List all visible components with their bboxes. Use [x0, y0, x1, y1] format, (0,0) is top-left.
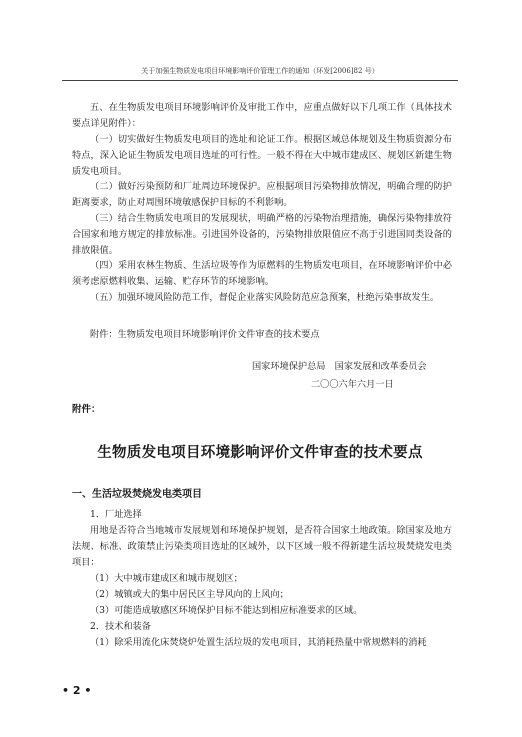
running-header: 关于加强生物质发电项目环境影响评价管理工作的通知（环发[2006]82 号） — [141, 67, 379, 75]
item-1-heading: 1．厂址选择 — [90, 509, 142, 520]
list-item-3: （3）可能造成敏感区环境保护目标不能达到相应标准要求的区域。 — [90, 605, 363, 616]
subitem-1-paragraph: （一）切实做好生物质发电项目的选址和论证工作。根据区域总体规划及生物质资源分布特点，深入论证生物质发电项目选址的可行性。一般不得在大中城市建成区、规划区新建生物质发电项目。 — [72, 134, 452, 177]
item-2-text: （1）除采用流化床焚烧炉处置生活垃圾的发电项目，其消耗热量中常规燃料的消耗 — [90, 637, 427, 648]
signing-date: 二〇〇六年六月一日 — [311, 379, 394, 390]
item-5-paragraph: 五、在生物质发电项目环境影响评价及审批工作中，应重点做好以下几项工作（具体技术要点详见附件）： — [72, 102, 452, 129]
subitem-3-paragraph: （三）结合生物质发电项目的发展现状，明确严格的污染物治理措施，确保污染物排放符合国家和地方规定的排放标准。引进国外设备的，污染物排放限值应不高于引进国同类设备的排放限值。 — [72, 213, 452, 256]
item-2-heading: 2．技术和装备 — [90, 621, 151, 632]
list-item-1: （1）大中城市建成区和城市规划区； — [90, 573, 243, 584]
item-1-text: 用地是否符合当地城市发展规划和环境保护规划，是否符合国家土地政策。除国家及地方法规、标准、政策禁止污染类项目选址的区域外，以下区域一般不得新建生活垃圾焚烧发电类项目： — [72, 525, 452, 568]
attachment-label: 附件： — [72, 404, 101, 415]
attachment-note: 附件：生物质发电项目环境影响评价文件审查的技术要点 — [90, 329, 320, 340]
signing-agencies: 国家环境保护总局 国家发展和改革委员会 — [252, 361, 427, 372]
section-heading-1: 一、生活垃圾焚烧发电类项目 — [72, 489, 202, 500]
subitem-5-paragraph: （五）加强环境风险防范工作，督促企业落实风险防范应急预案，杜绝污染事故发生。 — [90, 292, 440, 303]
attachment-title: 生物质发电项目环境影响评价文件审查的技术要点 — [97, 445, 423, 461]
page-number: • 2 • — [62, 684, 92, 697]
header-rule — [62, 80, 458, 81]
subitem-2-paragraph: （二）做好污染预防和厂址周边环境保护。应根据项目污染物排放情况，明确合理的防护距离要求，防止对周围环境敏感保护目标的不利影响。 — [72, 181, 452, 208]
subitem-4-paragraph: （四）采用农林生物质、生活垃圾等作为原燃料的生物质发电项目，在环境影响评价中必须考虑原燃料收集、运输、贮存环节的环境影响。 — [72, 260, 452, 287]
list-item-2: （2）城镇或大的集中居民区主导风向的上风向； — [90, 589, 289, 600]
